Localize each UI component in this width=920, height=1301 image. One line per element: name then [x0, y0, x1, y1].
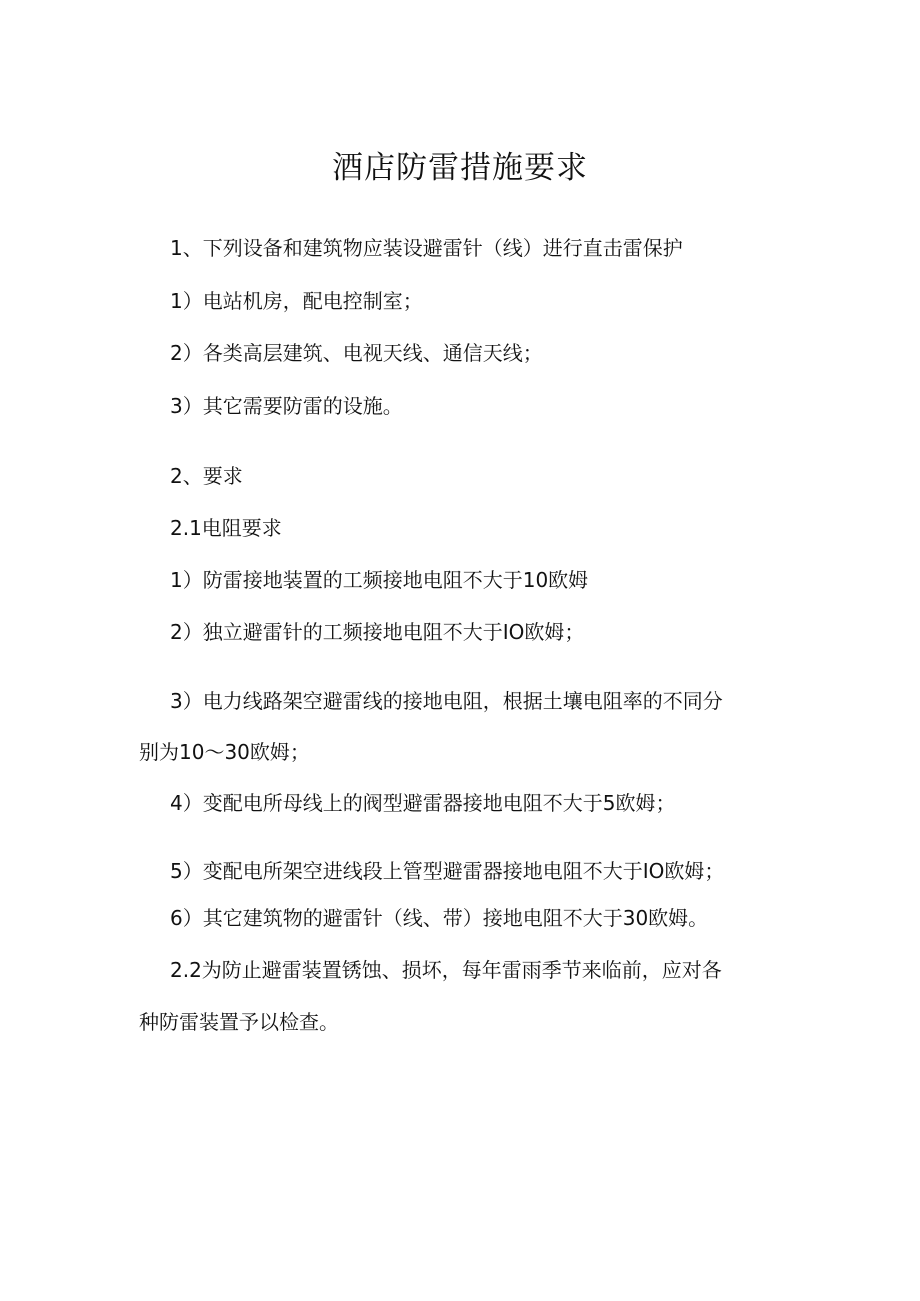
- list-item: 3）电力线路架空避雷线的接地电阻，根据土壤电阻率的不同分: [170, 689, 723, 713]
- list-item: 4）变配电所母线上的阀型避雷器接地电阻不大于5欧姆；: [170, 791, 676, 815]
- list-item: 3）其它需要防雷的设施。: [170, 394, 403, 418]
- list-item: 5）变配电所架空进线段上管型避雷器接地电阻不大于IO欧姆；: [170, 859, 725, 883]
- list-item-continuation: 别为10～30欧姆；: [139, 740, 310, 764]
- list-item: 1）防雷接地装置的工频接地电阻不大于10欧姆: [170, 568, 589, 592]
- paragraph-2-2-continuation: 种防雷装置予以检查。: [139, 1010, 339, 1034]
- list-item: 2）独立避雷针的工频接地电阻不大于IO欧姆；: [170, 620, 585, 644]
- section-2-heading: 2、要求: [170, 464, 243, 488]
- subsection-2-1-heading: 2.1电阻要求: [170, 516, 282, 540]
- section-1-heading: 1、下列设备和建筑物应装设避雷针（线）进行直击雷保护: [170, 236, 683, 260]
- document-title: 酒店防雷措施要求: [332, 150, 588, 186]
- paragraph-2-2: 2.2为防止避雷装置锈蚀、损坏，每年雷雨季节来临前，应对各: [170, 958, 722, 982]
- list-item: 6）其它建筑物的避雷针（线、带）接地电阻不大于30欧姆。: [170, 906, 709, 930]
- list-item: 1）电站机房，配电控制室；: [170, 289, 423, 313]
- list-item: 2）各类高层建筑、电视天线、通信天线；: [170, 341, 543, 365]
